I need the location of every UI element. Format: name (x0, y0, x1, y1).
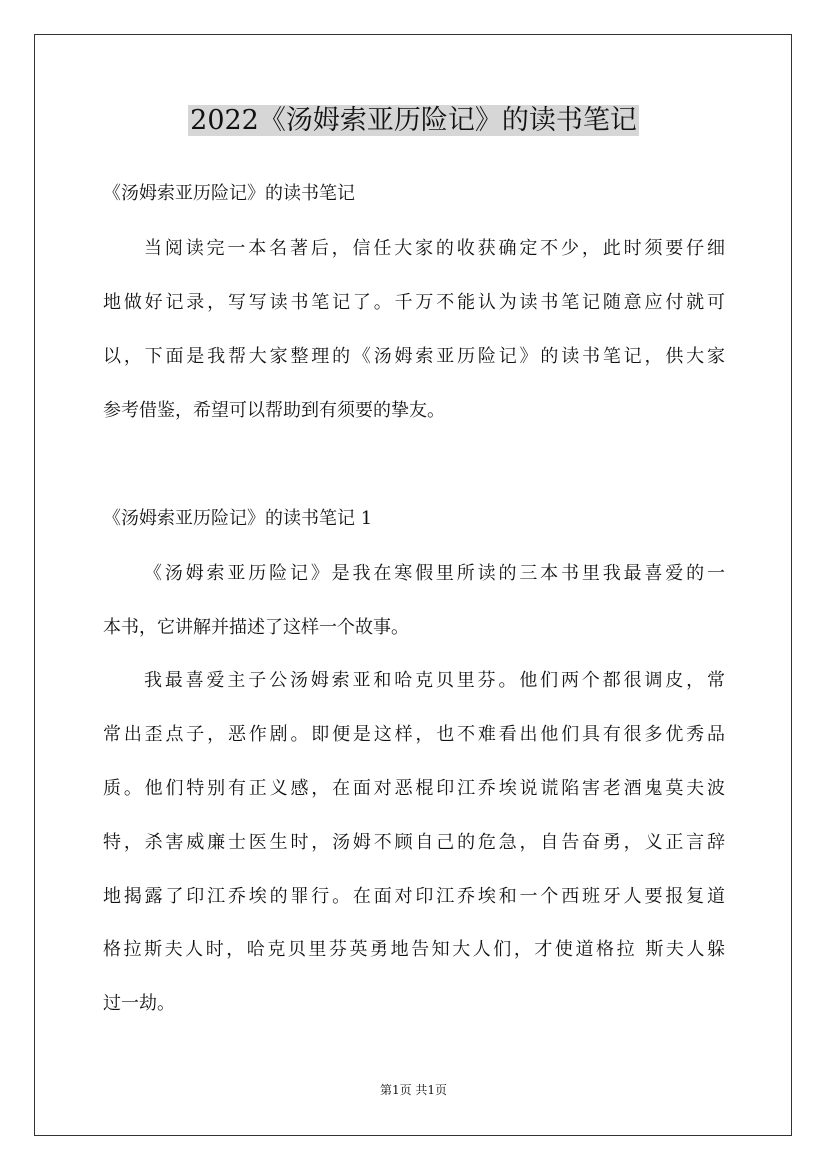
section-heading: 《汤姆索亚历险记》的读书笔记 1 (103, 508, 373, 529)
intro-line: 参考借鉴，希望可以帮助到有须要的挚友。 (103, 400, 445, 421)
paragraph-line: 我最喜爱主子公汤姆索亚和哈克贝里芬。他们两个都很调皮，常 (144, 670, 725, 691)
page-footer: 第1页 共1页 (379, 1083, 448, 1097)
paragraph-line: 《汤姆索亚历险记》是我在寒假里所读的三本书里我最喜爱的一 (144, 563, 725, 584)
document-title (0, 101, 827, 141)
paragraph-line: 质。他们特别有正义感，在面对恶棍印江乔埃说谎陷害老酒鬼莫夫波 (103, 778, 725, 799)
paragraph-line: 常出歪点子，恶作剧。即便是这样，也不难看出他们具有很多优秀品 (103, 724, 725, 745)
paragraph-line: 格拉斯夫人时，哈克贝里芬英勇地告知大人们，才使道格拉 斯夫人躲 (103, 939, 725, 960)
intro-line: 以，下面是我帮大家整理的《汤姆索亚历险记》的读书笔记，供大家 (103, 346, 725, 367)
paragraph-line: 特，杀害威廉士医生时，汤姆不顾自己的危急，自告奋勇，义正言辞 (103, 832, 725, 853)
paragraph-line: 过一劫。 (103, 993, 175, 1014)
document-subtitle: 《汤姆索亚历险记》的读书笔记 (103, 183, 355, 204)
intro-line: 当阅读完一本名著后，信任大家的收获确定不少，此时须要仔细 (144, 238, 725, 259)
paragraph-line: 地揭露了印江乔埃的罪行。在面对印江乔埃和一个西班牙人要报复道 (103, 886, 725, 907)
document-title-text: 2022《汤姆索亚历险记》的读书笔记 (190, 105, 637, 136)
intro-line: 地做好记录，写写读书笔记了。千万不能认为读书笔记随意应付就可 (103, 292, 725, 313)
paragraph-line: 本书，它讲解并描述了这样一个故事。 (103, 617, 409, 638)
